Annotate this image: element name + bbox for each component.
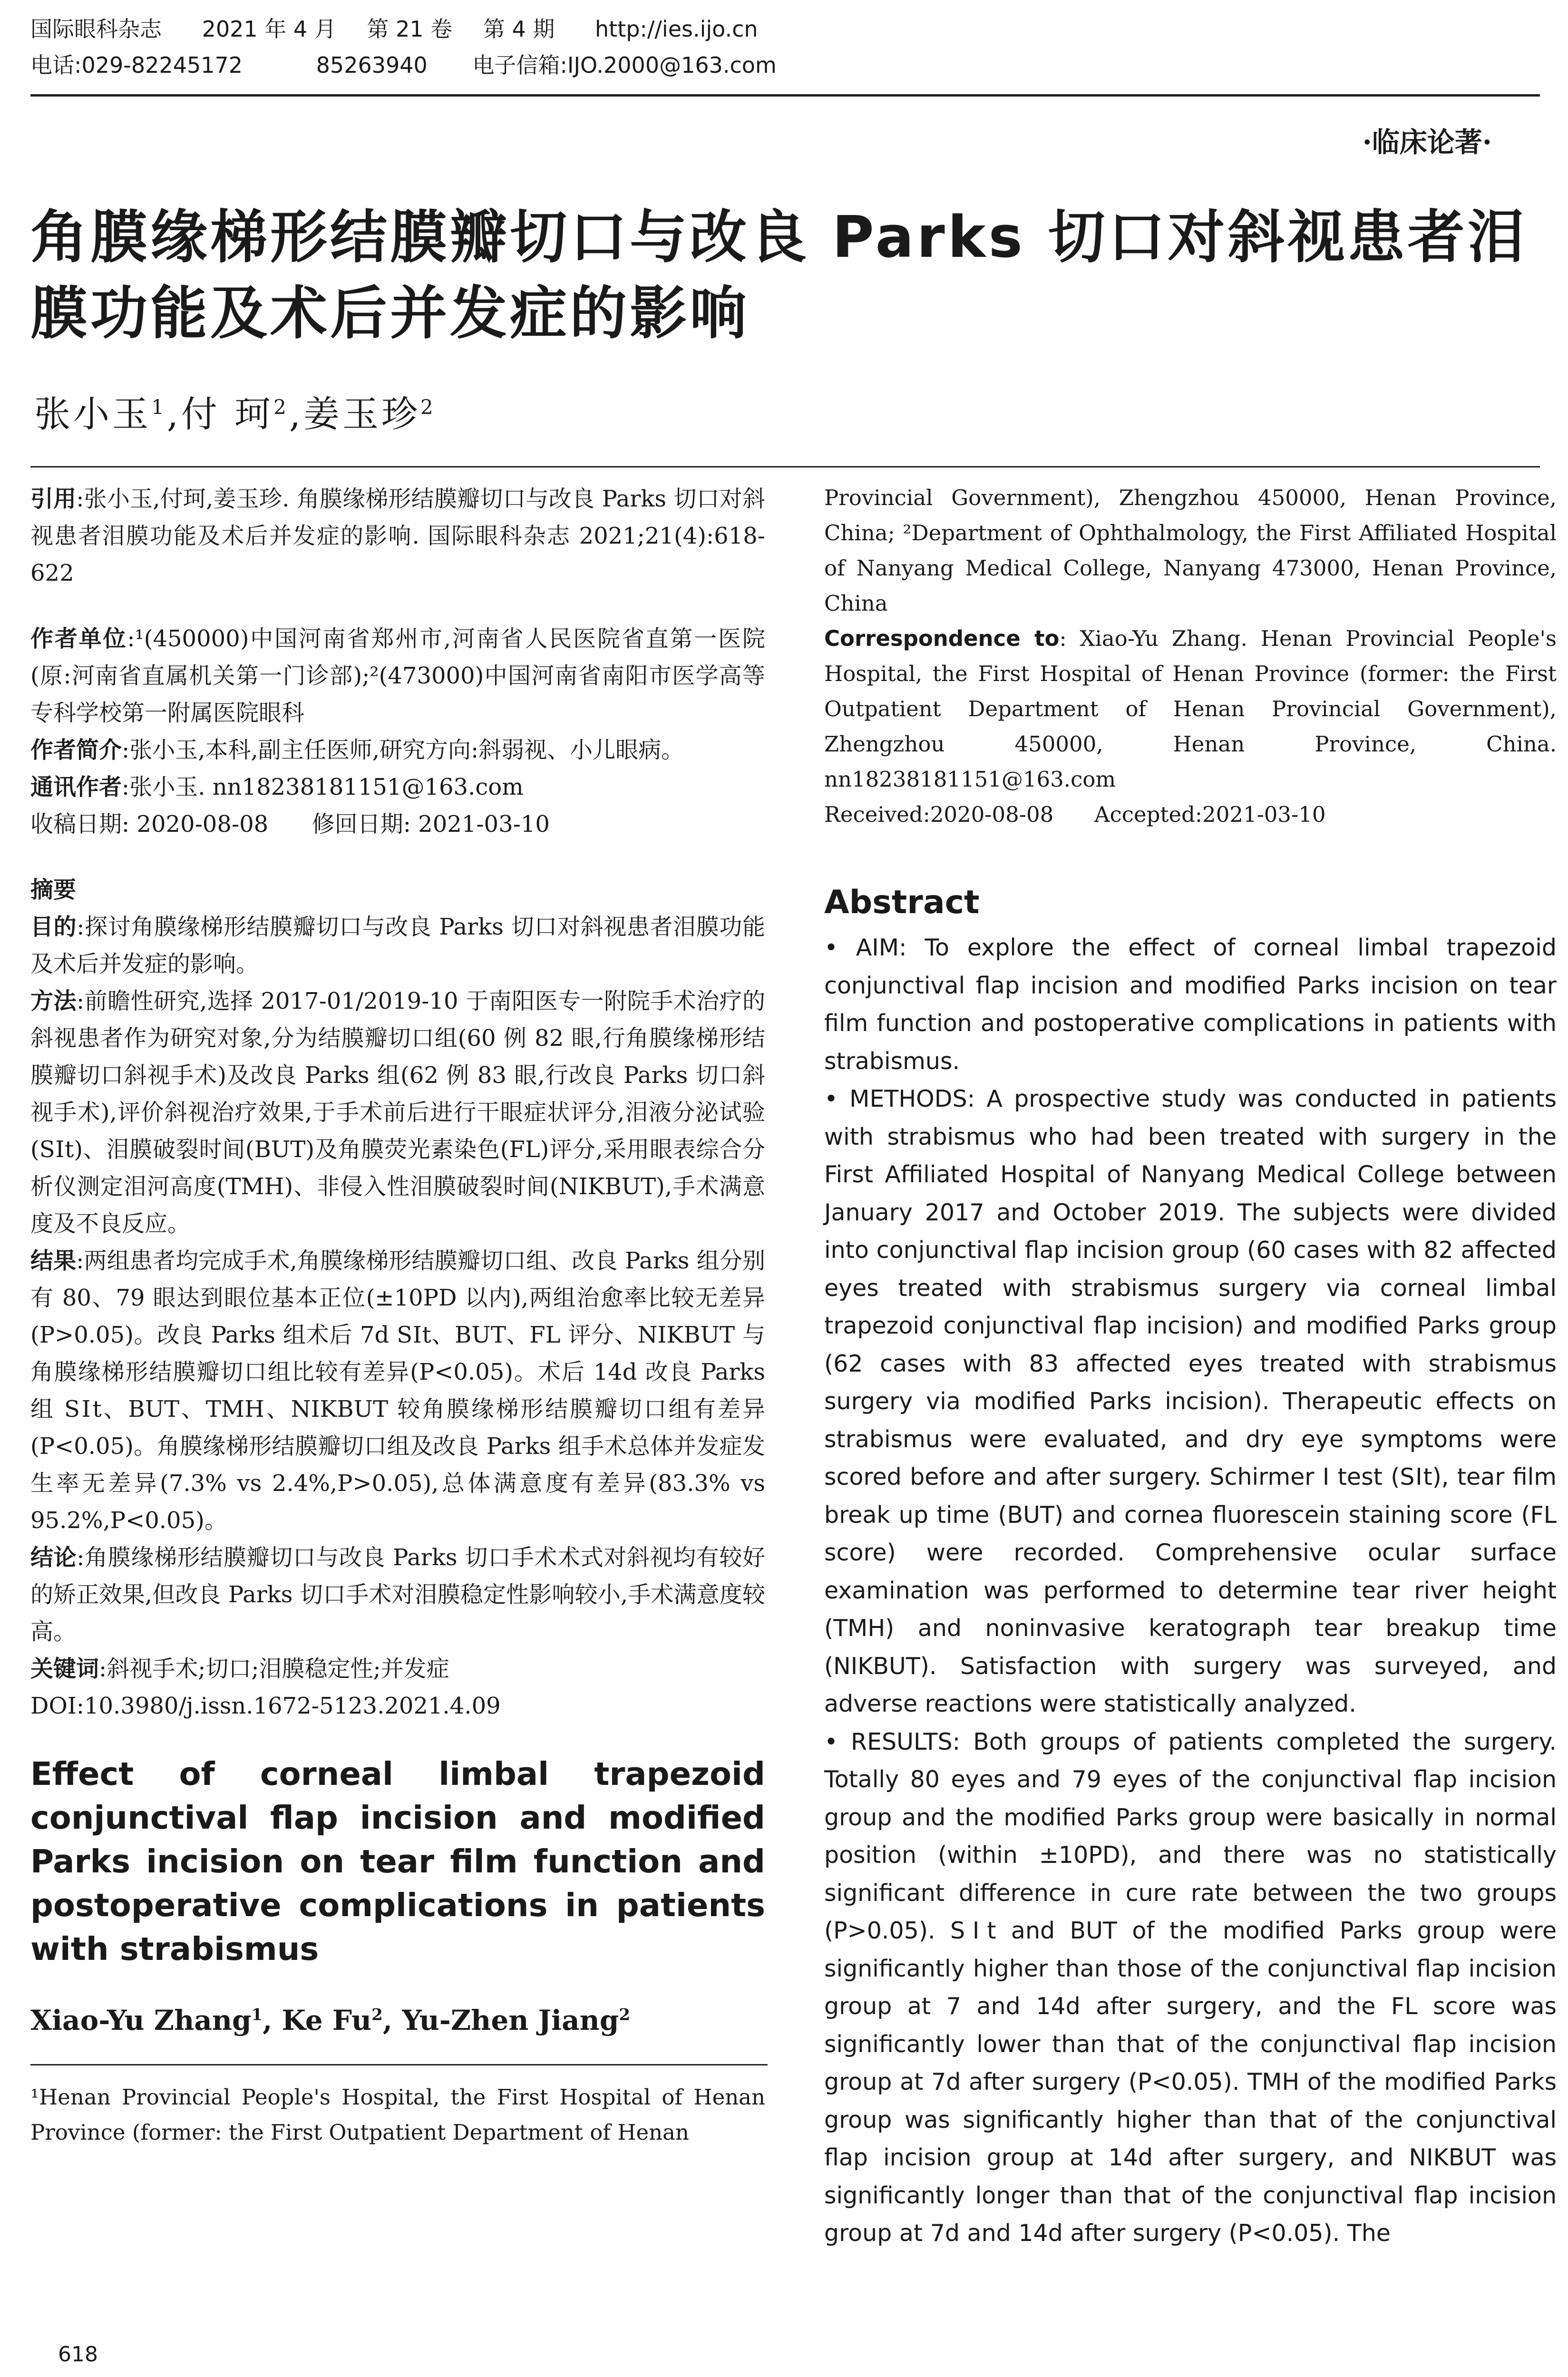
section-tag: ·临床论著· (1362, 126, 1492, 158)
abstract-methods-en: • METHODS: A prospective study was conducted in patients with strabismus who had been treated with surgery in the First Affiliated Hospital of Nanyang Medical College between January 2017 and October 2019. The subjects were divided into conjunctival flap incision group (60 cases with 82 affected eyes treated with strabismus surgery via corneal limbal trapezoid conjunctival flap incision) and modified Parks group (62 cases with 83 affected eyes treated with strabismus surgery via modified Parks incision). Therapeutic effects on strabismus were evaluated, and dry eye symptoms were scored before and after surgery. Schirmer I test (SⅠt), tear film break up time (BUT) and cornea fluorescein staining score (FL score) were recorded. Comprehensive ocular surface examination was performed to determine tear river height (TMH) and noninvasive keratograph tear breakup time (NIKBUT). Satisfaction with surgery was surveyed, and adverse reactions were statistically analyzed. (824, 1085, 1557, 1717)
author-name: 张小玉 (34, 393, 151, 435)
methods-text: :前瞻性研究,选择 2017-01/2019-10 于南阳医专一附院手术治疗的斜视患者作为研究对象,分为结膜瓣切口组(60 例 82 眼,行角膜缘梯形结膜瓣切口斜视手术)及改良 Parks 组(62 例 83 眼,行改良 Parks 切口斜视手术),评价斜视治疗效果,于手术前后进行干眼症状评分,泪液分泌试验(SⅠt)、泪膜破裂时间(BUT)及角膜荧光素染色(FL)评分,采用眼表综合分析仪测定泪河高度(TMH)、非侵入性泪膜破裂时间(NIKBUT),手术满意度及不良反应。 (30, 988, 765, 1237)
citation-text: :张小玉,付珂,姜玉珍. 角膜缘梯形结膜瓣切口与改良 Parks 切口对斜视患者泪膜功能及术后并发症的影响. 国际眼科杂志 2021;21(4):618-622 (30, 486, 765, 586)
corresponding-author (30, 769, 765, 806)
right-column (824, 480, 1557, 2252)
abstract-methods-cn (30, 983, 765, 1242)
abstract-aim-cn (30, 908, 765, 983)
author-name: 付 珂 (181, 393, 274, 435)
citation-label: 引用 (30, 486, 77, 512)
phone-2: 85263940 (316, 52, 428, 78)
article-title-cn: 角膜缘梯形结膜瓣切口与改良 Parks 切口对斜视患者泪膜功能及术后并发症的影响 (30, 205, 1528, 347)
author-affiliation-mark: 1 (251, 2005, 263, 2025)
aim-label: 目的 (30, 914, 77, 940)
article-title-en: Effect of corneal limbal trapezoid conjunctival flap incision and modified Parks incision on tear film function and postoperative complications in patients with strabismus (30, 1755, 765, 1968)
journal-url[interactable]: http://ies.ijo.cn (595, 16, 758, 42)
abstract-conclusion-cn (30, 1539, 765, 1650)
author-affiliation-mark: 1 (151, 395, 167, 419)
citation (30, 480, 765, 592)
title-rule (30, 466, 1540, 468)
doi[interactable]: DOI:10.3980/j.issn.1672-5123.2021.4.09 (30, 1693, 501, 1719)
keywords-text: :斜视手术;切口;泪膜稳定性;并发症 (99, 1656, 449, 1682)
results-text: :两组患者均完成手术,角膜缘梯形结膜瓣切口组、改良 Parks 组分别有 80、79 眼达到眼位基本正位(±10PD 以内),两组治愈率比较无差异(P>0.05)。改良 Parks 组术后 7d SⅠt、BUT、FL 评分、NIKBUT 与角膜缘梯形结膜瓣切口组比较有差异(P<0.05)。术后 14d 改良 Parks 组 SⅠt、BUT、TMH、NIKBUT 较角膜缘梯形结膜瓣切口组有差异(P<0.05)。角膜缘梯形结膜瓣切口组及改良 Parks 组手术总体并发症发生率无差异(7.3% vs 2.4%,P>0.05),总体满意度有差异(83.3% vs 95.2%,P<0.05)。 (30, 1247, 765, 1534)
author-name: 姜玉珍 (303, 393, 420, 435)
keywords-cn (30, 1650, 765, 1687)
author-affiliation-mark: 2 (619, 2005, 631, 2025)
conclusion-text: :角膜缘梯形结膜瓣切口与改良 Parks 切口手术术式对斜视均有较好的矫正效果,但改良 Parks 切口手术对泪膜稳定性影响较小,手术满意度较高。 (30, 1544, 765, 1645)
abstract-results-en: • RESULTS: Both groups of patients completed the surgery. Totally 80 eyes and 79 eyes of the conjunctival flap incision group and the modified Parks group were basically in normal position (within ±10PD), and there was no statistically significant difference in cure rate between the two groups (P>0.05). SⅠt and BUT of the modified Parks group were significantly higher than those of the conjunctival flap incision group at 7 and 14d after surgery, and the FL score was significantly lower than that of the conjunctival flap incision group at 7d after surgery (P<0.05). TMH of the modified Parks group was significantly higher than that of the conjunctival flap incision group at 14d after surgery, and NIKBUT was significantly longer than that of the conjunctival flap incision group at 7d and 14d after surgery (P<0.05). The (824, 1728, 1557, 2247)
author-bio (30, 731, 765, 769)
aim-text: :探讨角膜缘梯形结膜瓣切口与改良 Parks 切口对斜视患者泪膜功能及术后并发症的影响。 (30, 914, 765, 977)
author-name-en: Ke Fu (282, 2004, 372, 2036)
affiliation-en-continued: Provincial Government), Zhengzhou 450000, Henan Province, China; ²Department of Ophthalmology, the First Affiliated Hospital of Nanyang Medical College, Nanyang 473000, Henan Province, China (824, 485, 1557, 616)
affiliation-en: ¹Henan Provincial People's Hospital, the First Hospital of Henan Province (former: the First Outpatient Department of Henan (30, 2085, 765, 2145)
volume: 第 21 卷 (367, 16, 453, 42)
abstract-heading-cn: 摘要 (30, 877, 77, 903)
page-number: 618 (58, 2342, 98, 2367)
bio-label: 作者简介 (30, 737, 122, 763)
author-name-en: Yu-Zhen Jiang (402, 2004, 619, 2036)
author-unit (30, 620, 765, 731)
author-affiliation-mark: 2 (371, 2005, 383, 2025)
abstract-aim-en: • AIM: To explore the effect of corneal limbal trapezoid conjunctival flap incision and modified Parks incision on tear film function and postoperative complications in patients with strabismus. (824, 934, 1557, 1075)
author-affiliation-mark: 2 (273, 395, 289, 419)
abstract-heading-en: Abstract (824, 884, 980, 921)
affiliation-rule (30, 2064, 768, 2065)
author-affiliation-mark: 2 (420, 395, 436, 419)
unit-label: 作者单位 (30, 625, 127, 652)
phone: 电话:029-82245172 (30, 52, 243, 78)
correspondence-label: Correspondence to (824, 626, 1060, 651)
correspondence-text: : Xiao-Yu Zhang. Henan Provincial People's Hospital, the First Hospital of Henan Province (former: the First Outpatient Department of Henan Provincial Government), Zhengzhou 450000, Henan Province, China. nn18238181151@163.com (824, 626, 1557, 792)
received-dates: 收稿日期: 2020-08-08 修回日期: 2021-03-10 (30, 811, 550, 838)
methods-label: 方法 (30, 988, 77, 1014)
unit-text: :¹(450000)中国河南省郑州市,河南省人民医院省直第一医院(原:河南省直属机关第一门诊部);²(473000)中国河南省南阳市医学高等专科学校第一附属医院眼科 (30, 625, 765, 726)
left-column (30, 480, 765, 2150)
authors-cn: 张小玉$^1$,付 珂$^2$,姜玉珍$^2$ (34, 393, 436, 435)
issue-date: 2021 年 4 月 (202, 16, 336, 42)
author-name-en: Xiao-Yu Zhang (30, 2004, 252, 2036)
correspondence-en (824, 621, 1557, 797)
conclusion-label: 结论 (30, 1544, 77, 1571)
keywords-label: 关键词 (30, 1656, 99, 1682)
header-rule (30, 94, 1540, 97)
journal-header-line-2 (30, 50, 1540, 80)
received-accepted: Received:2020-08-08 Accepted:2021-03-10 (824, 802, 1326, 827)
journal-name: 国际眼科杂志 (30, 16, 162, 42)
corr-label: 通讯作者 (30, 774, 122, 800)
journal-email[interactable]: 电子信箱:IJO.2000@163.com (472, 52, 777, 78)
issue-number: 第 4 期 (483, 16, 555, 42)
abstract-results-cn (30, 1242, 765, 1539)
corr-text: :张小玉. nn18238181151@163.com (122, 774, 524, 800)
results-label: 结果 (30, 1247, 77, 1274)
journal-header-line-1 (30, 14, 1540, 44)
authors-en: Xiao-Yu Zhang$^1$, Ke Fu$^2$, Yu-Zhen Jiang$^2$ (30, 2004, 631, 2036)
bio-text: :张小玉,本科,副主任医师,研究方向:斜弱视、小儿眼病。 (122, 737, 684, 763)
